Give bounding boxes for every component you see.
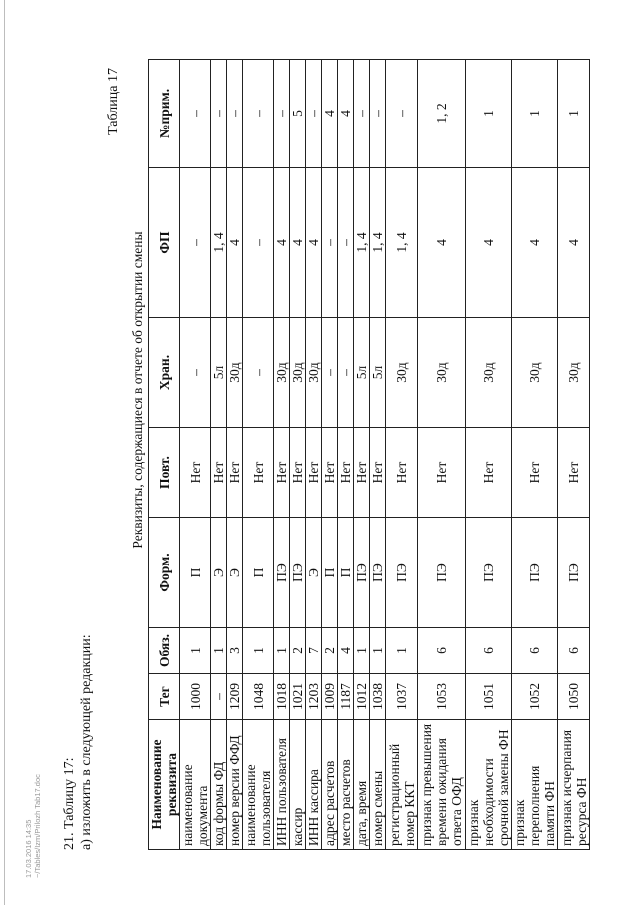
cell-format: ПЭ: [370, 518, 386, 628]
cell-name: наименование документа: [180, 720, 211, 850]
cell-tag: 1203: [306, 674, 322, 720]
cell-note: –: [243, 60, 274, 168]
cell-obligatory: 6: [512, 628, 558, 674]
cell-obligatory: 6: [466, 628, 512, 674]
cell-tag: 1021: [290, 674, 306, 720]
table-row: [338, 60, 354, 850]
cell-tag: –: [211, 674, 227, 720]
cell-repeat: Нет: [274, 428, 290, 518]
cell-tag: 1000: [180, 674, 211, 720]
table-row: [370, 60, 386, 850]
column-header: Повт.: [149, 428, 180, 518]
cell-storage: 30д: [558, 318, 590, 428]
cell-repeat: Нет: [243, 428, 274, 518]
column-header: Форм.: [149, 518, 180, 628]
cell-name: ИНН кассира: [306, 720, 322, 850]
column-header: №прим.: [149, 60, 180, 168]
cell-note: 4: [338, 60, 354, 168]
cell-format: П: [243, 518, 274, 628]
cell-format: ПЭ: [558, 518, 590, 628]
cell-note: –: [274, 60, 290, 168]
cell-repeat: Нет: [418, 428, 466, 518]
cell-storage: 30д: [227, 318, 243, 428]
cell-name: признак исчерпания ресурса ФН: [558, 720, 590, 850]
column-header: ФП: [149, 168, 180, 318]
section-instruction-line: а) изложить в следующей редакции:: [79, 634, 94, 850]
cell-note: –: [306, 60, 322, 168]
cell-repeat: Нет: [322, 428, 338, 518]
cell-fp: –: [180, 168, 211, 318]
cell-fp: 4: [227, 168, 243, 318]
cell-obligatory: 4: [338, 628, 354, 674]
cell-format: Э: [211, 518, 227, 628]
table-caption: Таблица 17: [106, 68, 121, 135]
cell-obligatory: 1: [274, 628, 290, 674]
cell-fp: 4: [466, 168, 512, 318]
cell-fp: –: [338, 168, 354, 318]
cell-storage: –: [180, 318, 211, 428]
cell-format: П: [322, 518, 338, 628]
cell-fp: 4: [558, 168, 590, 318]
cell-tag: 1053: [418, 674, 466, 720]
column-header: Тег: [149, 674, 180, 720]
table-header-row: [149, 60, 180, 850]
stamp-date-line: 17.03.2016 14:35: [24, 819, 33, 878]
cell-name: кассир: [290, 720, 306, 850]
cell-storage: 30д: [512, 318, 558, 428]
cell-storage: 5л: [354, 318, 370, 428]
cell-storage: –: [322, 318, 338, 428]
cell-repeat: Нет: [354, 428, 370, 518]
cell-fp: –: [322, 168, 338, 318]
table-row: [558, 60, 590, 850]
cell-format: ПЭ: [274, 518, 290, 628]
cell-repeat: Нет: [227, 428, 243, 518]
cell-tag: 1187: [338, 674, 354, 720]
cell-repeat: Нет: [370, 428, 386, 518]
cell-note: –: [386, 60, 418, 168]
cell-storage: –: [338, 318, 354, 428]
table-row: [418, 60, 466, 850]
cell-fp: 1, 4: [211, 168, 227, 318]
cell-name: код формы ФД: [211, 720, 227, 850]
cell-note: –: [354, 60, 370, 168]
cell-storage: 5л: [211, 318, 227, 428]
cell-note: –: [211, 60, 227, 168]
cell-format: ПЭ: [386, 518, 418, 628]
cell-repeat: Нет: [512, 428, 558, 518]
column-header: Хран.: [149, 318, 180, 428]
cell-obligatory: 1: [180, 628, 211, 674]
cell-storage: 30д: [386, 318, 418, 428]
cell-name: адрес расчетов: [322, 720, 338, 850]
cell-name: наименование пользователя: [243, 720, 274, 850]
cell-storage: 30д: [306, 318, 322, 428]
cell-name: признак превышения времени ожидания ответа ОФД: [418, 720, 466, 850]
cell-format: Э: [227, 518, 243, 628]
cell-format: ПЭ: [418, 518, 466, 628]
cell-obligatory: 1: [370, 628, 386, 674]
cell-obligatory: 2: [322, 628, 338, 674]
cell-repeat: Нет: [558, 428, 590, 518]
cell-format: П: [180, 518, 211, 628]
cell-format: Э: [306, 518, 322, 628]
cell-repeat: Нет: [211, 428, 227, 518]
cell-tag: 1009: [322, 674, 338, 720]
cell-obligatory: 1: [354, 628, 370, 674]
cell-note: –: [227, 60, 243, 168]
cell-name: место расчетов: [338, 720, 354, 850]
cell-note: –: [180, 60, 211, 168]
cell-obligatory: 6: [558, 628, 590, 674]
cell-note: 1, 2: [418, 60, 466, 168]
rotated-page-content: [62, 60, 589, 850]
section-number-line: 21. Таблицу 17:: [62, 757, 77, 850]
cell-format: ПЭ: [512, 518, 558, 628]
cell-fp: 1, 4: [370, 168, 386, 318]
table-row: [227, 60, 243, 850]
cell-note: 5: [290, 60, 306, 168]
cell-storage: 30д: [418, 318, 466, 428]
column-header: Наименование реквизита: [149, 720, 180, 850]
stamp-path-line: ~/Tables/Izm/Prilozh Tab17.doc: [33, 774, 42, 878]
cell-fp: –: [243, 168, 274, 318]
cell-obligatory: 1: [211, 628, 227, 674]
cell-name: регистрационный номер ККТ: [386, 720, 418, 850]
cell-obligatory: 6: [418, 628, 466, 674]
cell-format: П: [338, 518, 354, 628]
cell-fp: 4: [290, 168, 306, 318]
cell-fp: 1, 4: [386, 168, 418, 318]
column-header: Обяз.: [149, 628, 180, 674]
cell-storage: –: [243, 318, 274, 428]
cell-repeat: Нет: [466, 428, 512, 518]
cell-note: 4: [322, 60, 338, 168]
cell-format: ПЭ: [354, 518, 370, 628]
cell-storage: 30д: [290, 318, 306, 428]
document-stamp: [24, 774, 42, 878]
cell-storage: 30д: [466, 318, 512, 428]
cell-name: дата, время: [354, 720, 370, 850]
table-row: [354, 60, 370, 850]
cell-repeat: Нет: [386, 428, 418, 518]
cell-tag: 1209: [227, 674, 243, 720]
cell-storage: 5л: [370, 318, 386, 428]
table-row: [386, 60, 418, 850]
cell-repeat: Нет: [338, 428, 354, 518]
table-group-header: Реквизиты, содержащиеся в отчете об открытии смены: [130, 231, 145, 549]
cell-tag: 1038: [370, 674, 386, 720]
cell-fp: 4: [418, 168, 466, 318]
table-row: [290, 60, 306, 850]
cell-tag: 1050: [558, 674, 590, 720]
table-row: [306, 60, 322, 850]
cell-tag: 1048: [243, 674, 274, 720]
cell-tag: 1052: [512, 674, 558, 720]
cell-tag: 1018: [274, 674, 290, 720]
cell-tag: 1012: [354, 674, 370, 720]
requisites-table: [148, 59, 590, 850]
table-row: [211, 60, 227, 850]
cell-note: 1: [512, 60, 558, 168]
cell-fp: 4: [512, 168, 558, 318]
cell-obligatory: 1: [243, 628, 274, 674]
cell-format: ПЭ: [466, 518, 512, 628]
cell-repeat: Нет: [290, 428, 306, 518]
cell-obligatory: 7: [306, 628, 322, 674]
cell-repeat: Нет: [180, 428, 211, 518]
cell-tag: 1051: [466, 674, 512, 720]
cell-obligatory: 3: [227, 628, 243, 674]
cell-name: номер версии ФФД: [227, 720, 243, 850]
cell-repeat: Нет: [306, 428, 322, 518]
table-row: [512, 60, 558, 850]
cell-obligatory: 2: [290, 628, 306, 674]
table-row: [322, 60, 338, 850]
cell-note: 1: [558, 60, 590, 168]
cell-name: признак необходимости срочной замены ФН: [466, 720, 512, 850]
cell-name: номер смены: [370, 720, 386, 850]
page-edge-line: [4, 0, 5, 905]
table-row: [243, 60, 274, 850]
cell-fp: 4: [274, 168, 290, 318]
cell-note: 1: [466, 60, 512, 168]
cell-storage: 30д: [274, 318, 290, 428]
cell-note: –: [370, 60, 386, 168]
cell-tag: 1037: [386, 674, 418, 720]
table-row: [274, 60, 290, 850]
cell-obligatory: 1: [386, 628, 418, 674]
table-row: [180, 60, 211, 850]
cell-name: ИНН пользователя: [274, 720, 290, 850]
cell-name: признак переполнения памяти ФН: [512, 720, 558, 850]
cell-format: ПЭ: [290, 518, 306, 628]
cell-fp: 4: [306, 168, 322, 318]
table-row: [466, 60, 512, 850]
cell-fp: 1, 4: [354, 168, 370, 318]
